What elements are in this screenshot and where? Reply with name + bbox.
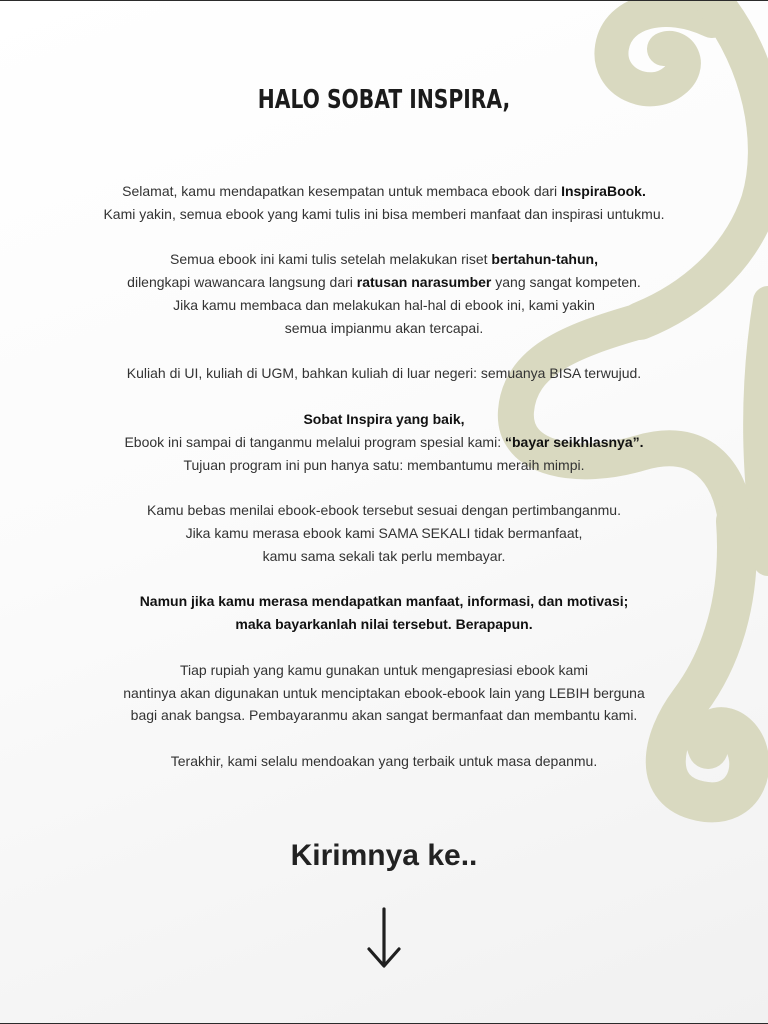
letter-body xyxy=(60,180,708,796)
paragraph-dreams xyxy=(60,362,708,385)
text-line xyxy=(60,271,708,294)
text-line xyxy=(60,431,708,454)
text-line: nantinya akan digunakan untuk menciptakan ebook-ebook lain yang LEBIH berguna xyxy=(123,684,645,701)
salutation: Sobat Inspira yang baik, xyxy=(303,410,465,427)
brand-name: InspiraBook. xyxy=(561,183,646,199)
emphasis-text: “bayar seikhlasnya”. xyxy=(504,433,644,450)
paragraph-call-to-pay xyxy=(60,590,708,636)
text-line: Terakhir, kami selalu mendoakan yang terbaik untuk masa depanmu. xyxy=(170,752,598,769)
page-title: HALO SOBAT INSPIRA, xyxy=(257,85,511,115)
send-to-heading: Kirimnya ke.. xyxy=(290,839,478,872)
text-span: Selamat, kamu mendapatkan kesempatan untuk membaca ebook dari xyxy=(122,183,562,199)
text-line: Kami yakin, semua ebook yang kami tulis ini bisa memberi manfaat dan inspirasi untukmu. xyxy=(103,205,665,222)
text-line xyxy=(60,180,708,203)
paragraph-program xyxy=(60,408,708,476)
text-line: semua impianmu akan tercapai. xyxy=(284,319,484,336)
emphasis-line: maka bayarkanlah nilai tersebut. Berapapun. xyxy=(235,616,533,633)
paragraph-research xyxy=(60,248,708,339)
text-line: Kuliah di UI, kuliah di UGM, bahkan kuliah di luar negeri: semuanya BISA terwujud. xyxy=(126,365,642,382)
text-line: bagi anak bangsa. Pembayaranmu akan sangat bermanfaat dan membantu kami. xyxy=(130,707,638,724)
emphasis-line: Namun jika kamu merasa mendapatkan manfaat, informasi, dan motivasi; xyxy=(139,593,629,610)
text-line: Kamu bebas menilai ebook-ebook tersebut sesuai dengan pertimbanganmu. xyxy=(147,502,621,519)
text-span: dilengkapi wawancara langsung dari xyxy=(127,274,357,291)
text-line: kamu sama sekali tak perlu membayar. xyxy=(262,547,506,564)
arrow-down-icon xyxy=(366,907,402,971)
text-span: yang sangat kompeten. xyxy=(491,274,641,291)
paragraph-closing xyxy=(60,750,708,773)
text-line: Jika kamu merasa ebook kami SAMA SEKALI tidak bermanfaat, xyxy=(185,524,583,541)
text-line: Tiap rupiah yang kamu gunakan untuk mengapresiasi ebook kami xyxy=(179,661,589,678)
emphasis-text: ratusan narasumber xyxy=(356,274,492,291)
text-span: Semua ebook ini kami tulis setelah melakukan riset xyxy=(170,251,492,268)
paragraph-usage xyxy=(60,659,708,727)
paragraph-free-choice xyxy=(60,499,708,567)
text-line: Jika kamu membaca dan melakukan hal-hal di ebook ini, kami yakin xyxy=(173,296,595,313)
text-span: Ebook ini sampai di tanganmu melalui program spesial kami: xyxy=(124,433,505,450)
paragraph-intro xyxy=(60,180,708,226)
text-line xyxy=(60,248,708,271)
emphasis-text: bertahun-tahun, xyxy=(491,251,598,268)
text-line: Tujuan program ini pun hanya satu: membantumu meraih mimpi. xyxy=(183,456,585,473)
